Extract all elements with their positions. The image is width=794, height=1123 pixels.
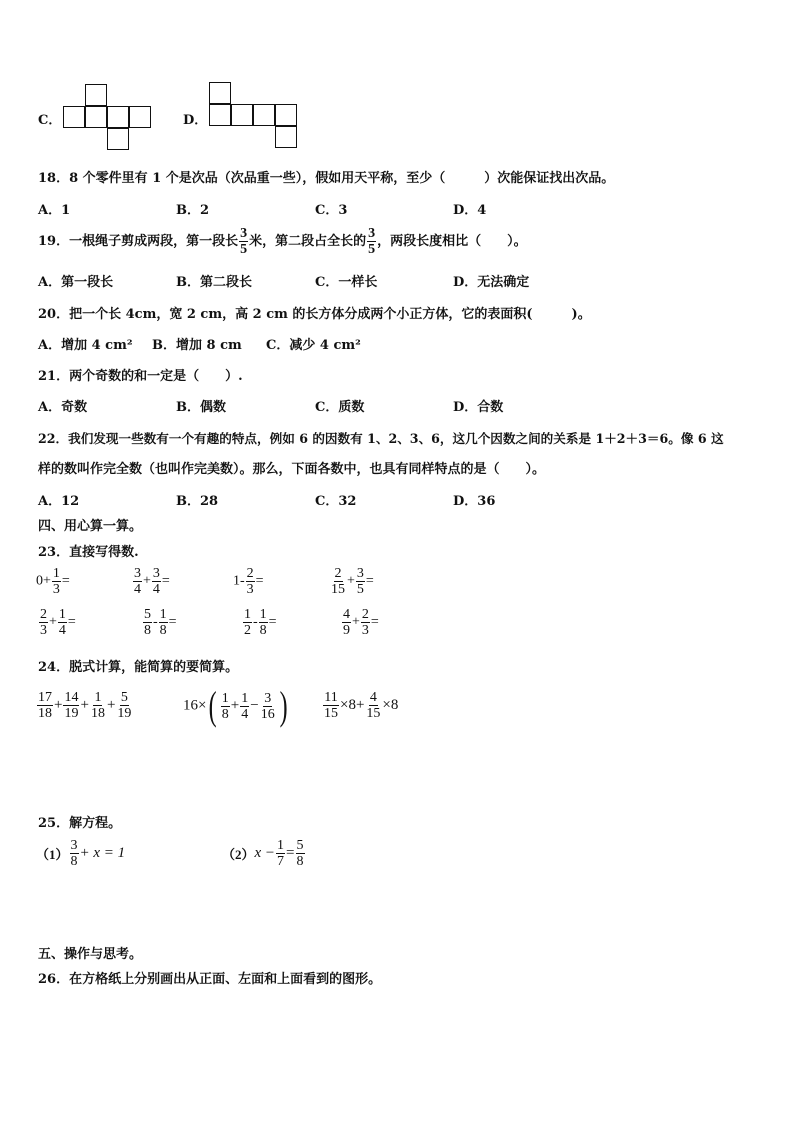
q23-expr-1: 0+ $\frac{1}{3}$ = bbox=[36, 566, 70, 597]
question-23-title: 23．直接写得数. bbox=[38, 545, 139, 560]
option-d-label: D． bbox=[183, 113, 208, 128]
q20-option-b: B．增加 8 cm bbox=[152, 338, 242, 353]
question-18: 18．8 个零件里有 1 个是次品（次品重一些），假如用天平称，至少（ ）次能保证找出次品。 bbox=[38, 171, 615, 186]
q23-expr-3: 1- $\frac{2}{3}$ = bbox=[233, 566, 264, 597]
q22-option-c: C．32 bbox=[315, 494, 357, 509]
section-5-heading: 五、操作与思考。 bbox=[38, 947, 143, 962]
question-24-title: 24．脱式计算，能简算的要简算。 bbox=[38, 660, 239, 675]
q25-equation-2: （2）x − $\frac{1}{7}$ = $\frac{5}{8}$ bbox=[222, 838, 304, 869]
q23-expr-7: $\frac{1}{2}$ - $\frac{1}{8}$ = bbox=[244, 607, 277, 638]
q22-option-d: D．36 bbox=[453, 494, 496, 509]
q21-option-a: A．奇数 bbox=[38, 400, 88, 415]
q25-equation-1: （1） $\frac{3}{8}$ + x = 1 bbox=[36, 838, 126, 869]
q18-option-b: B．2 bbox=[176, 203, 210, 218]
q18-option-d: D．4 bbox=[453, 203, 487, 218]
question-25-title: 25．解方程。 bbox=[38, 816, 122, 831]
question-19: 19．一根绳子剪成两段，第一段长 $\frac{3}{5}$ 米，第二段占全长的 $\frac{3}{5}$ ，两段长度相比（ ）。 bbox=[38, 226, 527, 257]
q22-option-b: B．28 bbox=[176, 494, 219, 509]
question-22-line-2: 样的数叫作完全数（也叫作完美数）。那么，下面各数中，也具有同样特点的是（ ）。 bbox=[38, 462, 546, 477]
question-21: 21．两个奇数的和一定是（ ）. bbox=[38, 369, 243, 384]
q23-expr-8: $\frac{4}{9}$ + $\frac{2}{3}$ = bbox=[343, 607, 379, 638]
q18-option-c: C．3 bbox=[315, 203, 348, 218]
q20-option-a: A．增加 4 cm² bbox=[38, 338, 133, 353]
question-20: 20．把一个长 4cm，宽 2 cm，高 2 cm 的长方体分成两个小正方体，它的表面积( )。 bbox=[38, 307, 591, 322]
q18-option-a: A．1 bbox=[38, 203, 71, 218]
question-22-line-1: 22．我们发现一些数有一个有趣的特点，例如 6 的因数有 1、2、3、6，这几个因数之间的关系是 1＋2＋3＝6。像 6 这 bbox=[38, 431, 724, 446]
q19-option-d: D．无法确定 bbox=[453, 275, 530, 290]
q23-expr-6: $\frac{5}{8}$ - $\frac{1}{8}$ = bbox=[144, 607, 177, 638]
option-c-label: C． bbox=[38, 113, 62, 128]
q21-option-d: D．合数 bbox=[453, 400, 504, 415]
q23-expr-5: $\frac{2}{3}$ + $\frac{1}{4}$ = bbox=[40, 607, 76, 638]
q23-expr-4: $\frac{2}{15}$ + $\frac{3}{5}$ = bbox=[331, 566, 374, 597]
q20-option-c: C．减少 4 cm² bbox=[266, 338, 361, 353]
q24-expr-1: $\frac{17}{18}$ + $\frac{14}{19}$ + $\frac{1}{18}$ + $\frac{5}{19}$ bbox=[38, 690, 132, 721]
question-26: 26．在方格纸上分别画出从正面、左面和上面看到的图形。 bbox=[38, 972, 382, 987]
q19-option-a: A．第一段长 bbox=[38, 275, 114, 290]
q23-expr-2: $\frac{3}{4}$ + $\frac{3}{4}$ = bbox=[134, 566, 170, 597]
q19-option-c: C．一样长 bbox=[315, 275, 378, 290]
q24-expr-3: $\frac{11}{15}$ ×8+ $\frac{4}{15}$ ×8 bbox=[324, 690, 399, 721]
section-4-heading: 四、用心算一算。 bbox=[38, 519, 143, 534]
q22-option-a: A．12 bbox=[38, 494, 80, 509]
q21-option-c: C．质数 bbox=[315, 400, 365, 415]
q21-option-b: B．偶数 bbox=[176, 400, 226, 415]
q24-expr-2: 16×( $\frac{1}{8}$ + $\frac{1}{4}$ − $\frac{3}{16}$ ) bbox=[183, 683, 288, 728]
q19-option-b: B．第二段长 bbox=[176, 275, 252, 290]
